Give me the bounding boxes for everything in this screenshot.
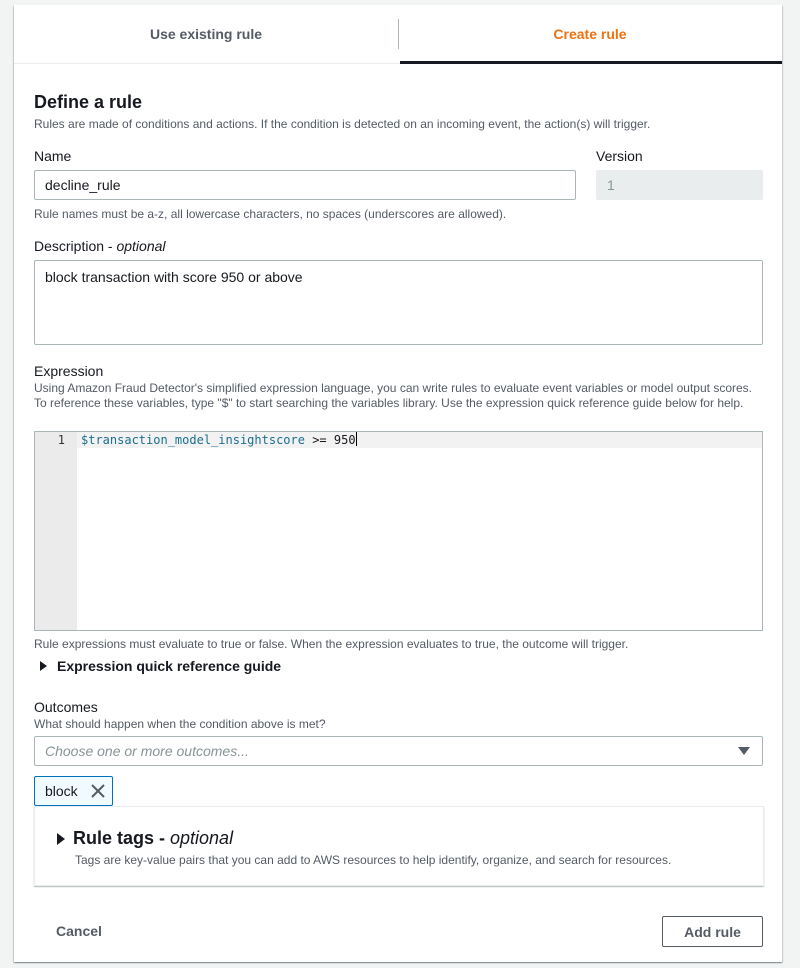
rule-tags-optional-text: optional bbox=[170, 828, 234, 848]
text-cursor bbox=[356, 432, 357, 446]
rule-tags-title-text: Rule tags - bbox=[73, 828, 171, 848]
expression-editor[interactable] bbox=[34, 431, 763, 631]
rule-tags-description: Tags are key-value pairs that you can add to AWS resources to help identify, organize, and search for resources. bbox=[75, 853, 672, 867]
outcomes-select[interactable] bbox=[34, 736, 763, 766]
rule-tags-title bbox=[73, 828, 233, 849]
description-textarea[interactable]: block transaction with score 950 or above bbox=[34, 260, 763, 345]
editor-gutter bbox=[35, 432, 77, 630]
description-optional-text: optional bbox=[116, 238, 166, 254]
create-rule-panel bbox=[14, 5, 782, 962]
add-rule-button[interactable]: Add rule bbox=[662, 916, 763, 947]
outcomes-label: Outcomes bbox=[34, 699, 98, 715]
outcomes-help-text: What should happen when the condition above is met? bbox=[34, 717, 326, 731]
name-help-text: Rule names must be a-z, all lowercase characters, no spaces (underscores are allowed). bbox=[34, 207, 507, 221]
version-label: Version bbox=[596, 148, 643, 164]
tab-use-existing-rule[interactable]: Use existing rule bbox=[149, 26, 263, 42]
outcomes-placeholder: Choose one or more outcomes... bbox=[45, 743, 249, 759]
expression-help-text: Using Amazon Fraud Detector's simplified expression language, you can write rules to evaluate event variables or model output scores. To reference these variables, type "$" to start searching the variables library. Use the expression quick reference guide below for help. bbox=[34, 381, 752, 410]
rule-tags-container bbox=[34, 806, 764, 886]
cancel-button[interactable]: Cancel bbox=[56, 923, 102, 939]
description-label bbox=[34, 238, 166, 254]
expression-label: Expression bbox=[34, 363, 104, 379]
caret-right-icon bbox=[57, 833, 65, 845]
section-description: Rules are made of conditions and actions. If the condition is detected on an incoming event, the action(s) will trigger. bbox=[34, 117, 651, 131]
outcome-token-label: block bbox=[45, 783, 78, 799]
code-variable: $transaction_model_insightscore bbox=[81, 433, 305, 447]
version-input: 1 bbox=[596, 170, 763, 200]
line-number: 1 bbox=[57, 433, 65, 447]
code-operator: >= 950 bbox=[304, 433, 356, 447]
caret-down-icon bbox=[738, 747, 750, 755]
expression-guide-label: Expression quick reference guide bbox=[57, 658, 282, 674]
section-title: Define a rule bbox=[34, 92, 143, 112]
expression-code-line[interactable] bbox=[81, 432, 357, 448]
outcome-token bbox=[34, 776, 113, 806]
tab-bar bbox=[14, 5, 782, 64]
rule-tags-expander[interactable] bbox=[57, 828, 233, 849]
name-label: Name bbox=[34, 148, 72, 164]
description-label-text: Description - bbox=[34, 238, 117, 254]
expression-footer-text: Rule expressions must evaluate to true or false. When the expression evaluates to true, the outcome will trigger. bbox=[34, 637, 629, 651]
caret-right-icon bbox=[40, 661, 47, 671]
name-input[interactable]: decline_rule bbox=[34, 170, 576, 200]
tab-create-rule[interactable]: Create rule bbox=[553, 26, 627, 42]
expression-guide-expander[interactable] bbox=[40, 658, 281, 674]
active-tab-indicator bbox=[400, 61, 782, 64]
dismiss-icon[interactable] bbox=[90, 783, 106, 799]
